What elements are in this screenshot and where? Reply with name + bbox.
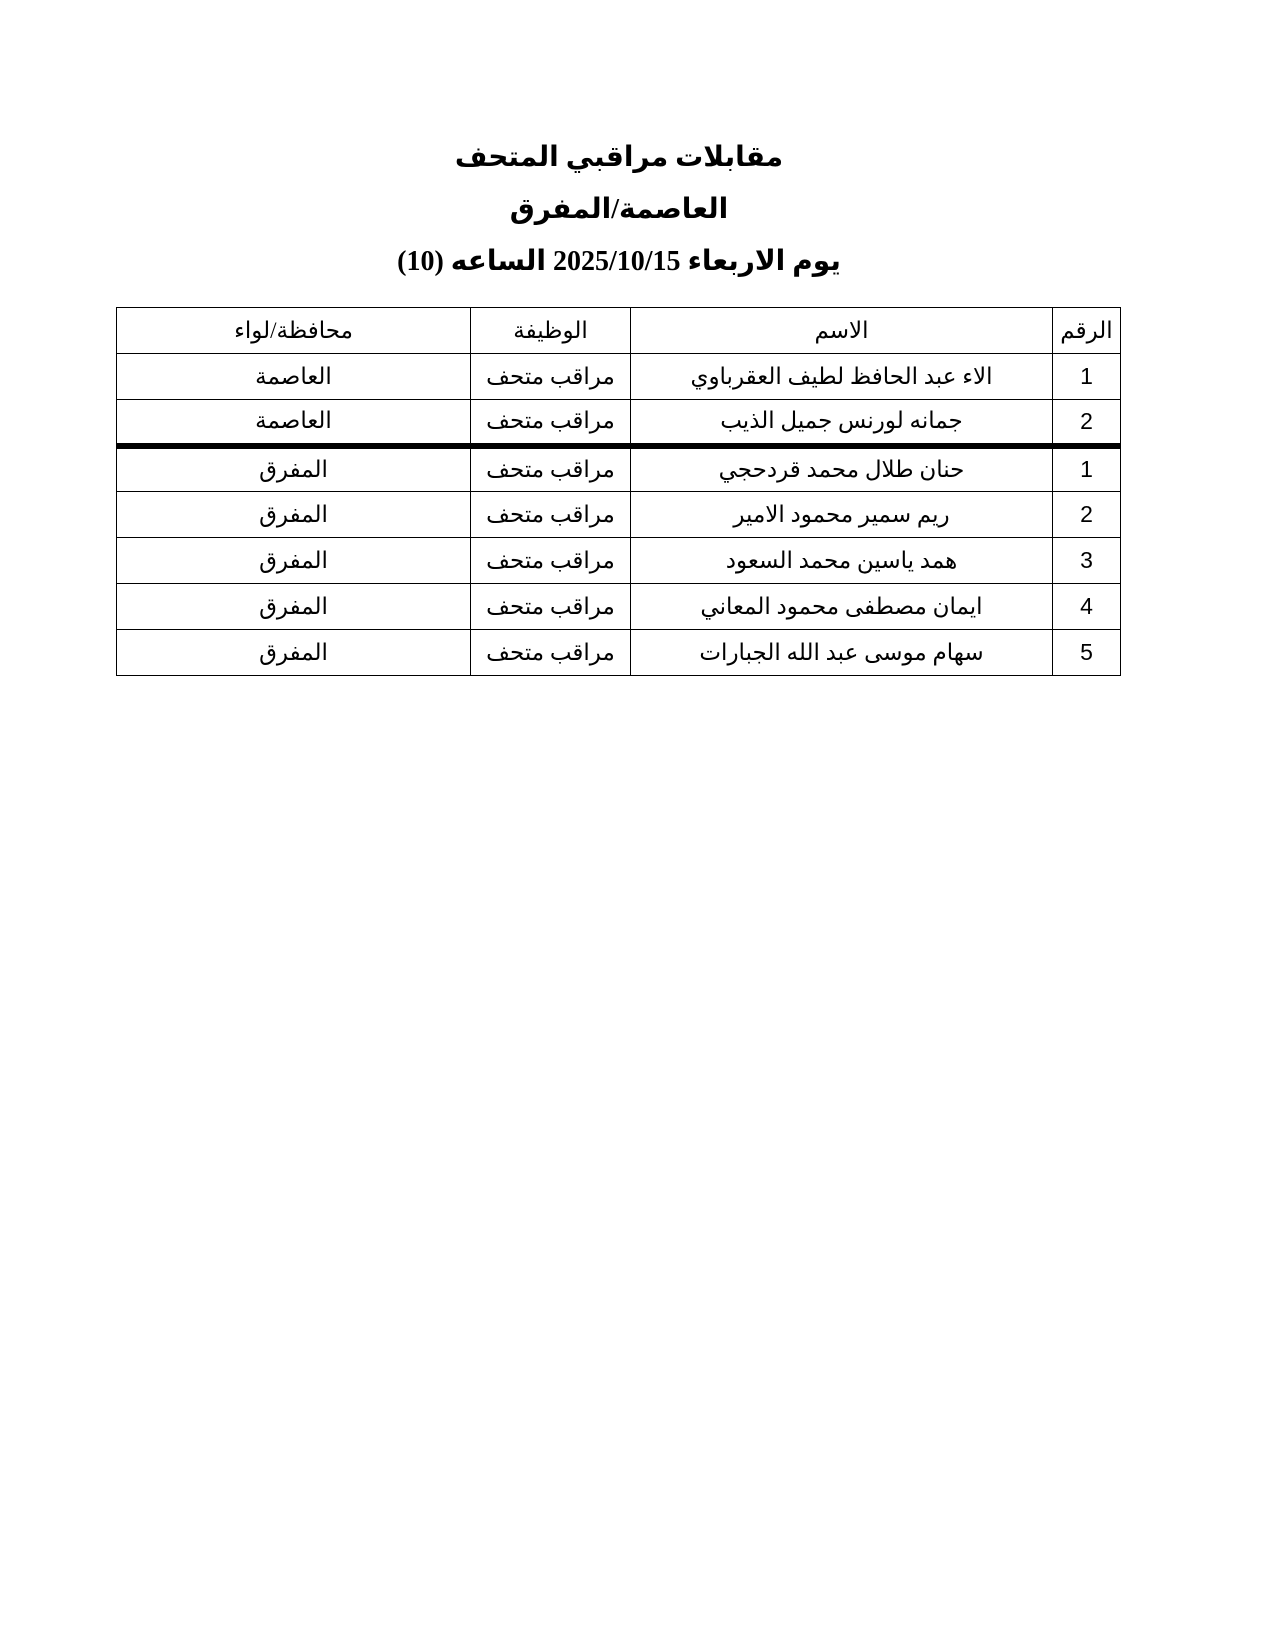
- name-cell: حنان طلال محمد قردحجي: [631, 446, 1053, 492]
- number-cell: 1: [1053, 354, 1121, 400]
- title-block: [117, 132, 1121, 288]
- table-row: [117, 538, 1121, 584]
- job-cell: مراقب متحف: [471, 354, 631, 400]
- number-cell: 3: [1053, 538, 1121, 584]
- number-cell: 1: [1053, 446, 1121, 492]
- title-line-3: يوم الاربعاء 2025/10/15 الساعه (10): [397, 246, 841, 277]
- job-cell: مراقب متحف: [471, 584, 631, 630]
- job-cell: مراقب متحف: [471, 538, 631, 584]
- job-cell: مراقب متحف: [471, 492, 631, 538]
- table-row: [117, 492, 1121, 538]
- governorate-cell: المفرق: [117, 446, 471, 492]
- table-header-row: [117, 308, 1121, 354]
- governorate-cell: المفرق: [117, 584, 471, 630]
- table-row: [117, 446, 1121, 492]
- table-row-group-end: [117, 400, 1121, 446]
- table-row: [117, 354, 1121, 400]
- name-cell: همد ياسين محمد السعود: [631, 538, 1053, 584]
- table-row: [117, 584, 1121, 630]
- name-cell: ريم سمير محمود الامير: [631, 492, 1053, 538]
- governorate-cell: المفرق: [117, 538, 471, 584]
- interviews-table: [116, 307, 1121, 676]
- table-row: [117, 630, 1121, 676]
- header-number-cell: الرقم: [1053, 308, 1121, 354]
- governorate-cell: العاصمة: [117, 400, 471, 446]
- title-line-2: العاصمة/المفرق: [509, 194, 729, 225]
- header-governorate-cell: محافظة/لواء: [117, 308, 471, 354]
- name-cell: الاء عبد الحافظ لطيف العقرباوي: [631, 354, 1053, 400]
- header-name-cell: الاسم: [631, 308, 1053, 354]
- governorate-cell: العاصمة: [117, 354, 471, 400]
- job-cell: مراقب متحف: [471, 630, 631, 676]
- header-job-cell: الوظيفة: [471, 308, 631, 354]
- governorate-cell: المفرق: [117, 492, 471, 538]
- number-cell: 2: [1053, 400, 1121, 446]
- governorate-cell: المفرق: [117, 630, 471, 676]
- number-cell: 2: [1053, 492, 1121, 538]
- table-body: [117, 354, 1121, 676]
- title-line-1: مقابلات مراقبي المتحف: [454, 142, 784, 173]
- name-cell: سهام موسى عبد الله الجبارات: [631, 630, 1053, 676]
- number-cell: 5: [1053, 630, 1121, 676]
- job-cell: مراقب متحف: [471, 446, 631, 492]
- name-cell: جمانه لورنس جميل الذيب: [631, 400, 1053, 446]
- job-cell: مراقب متحف: [471, 400, 631, 446]
- document-content: [0, 0, 1275, 676]
- number-cell: 4: [1053, 584, 1121, 630]
- name-cell: ايمان مصطفى محمود المعاني: [631, 584, 1053, 630]
